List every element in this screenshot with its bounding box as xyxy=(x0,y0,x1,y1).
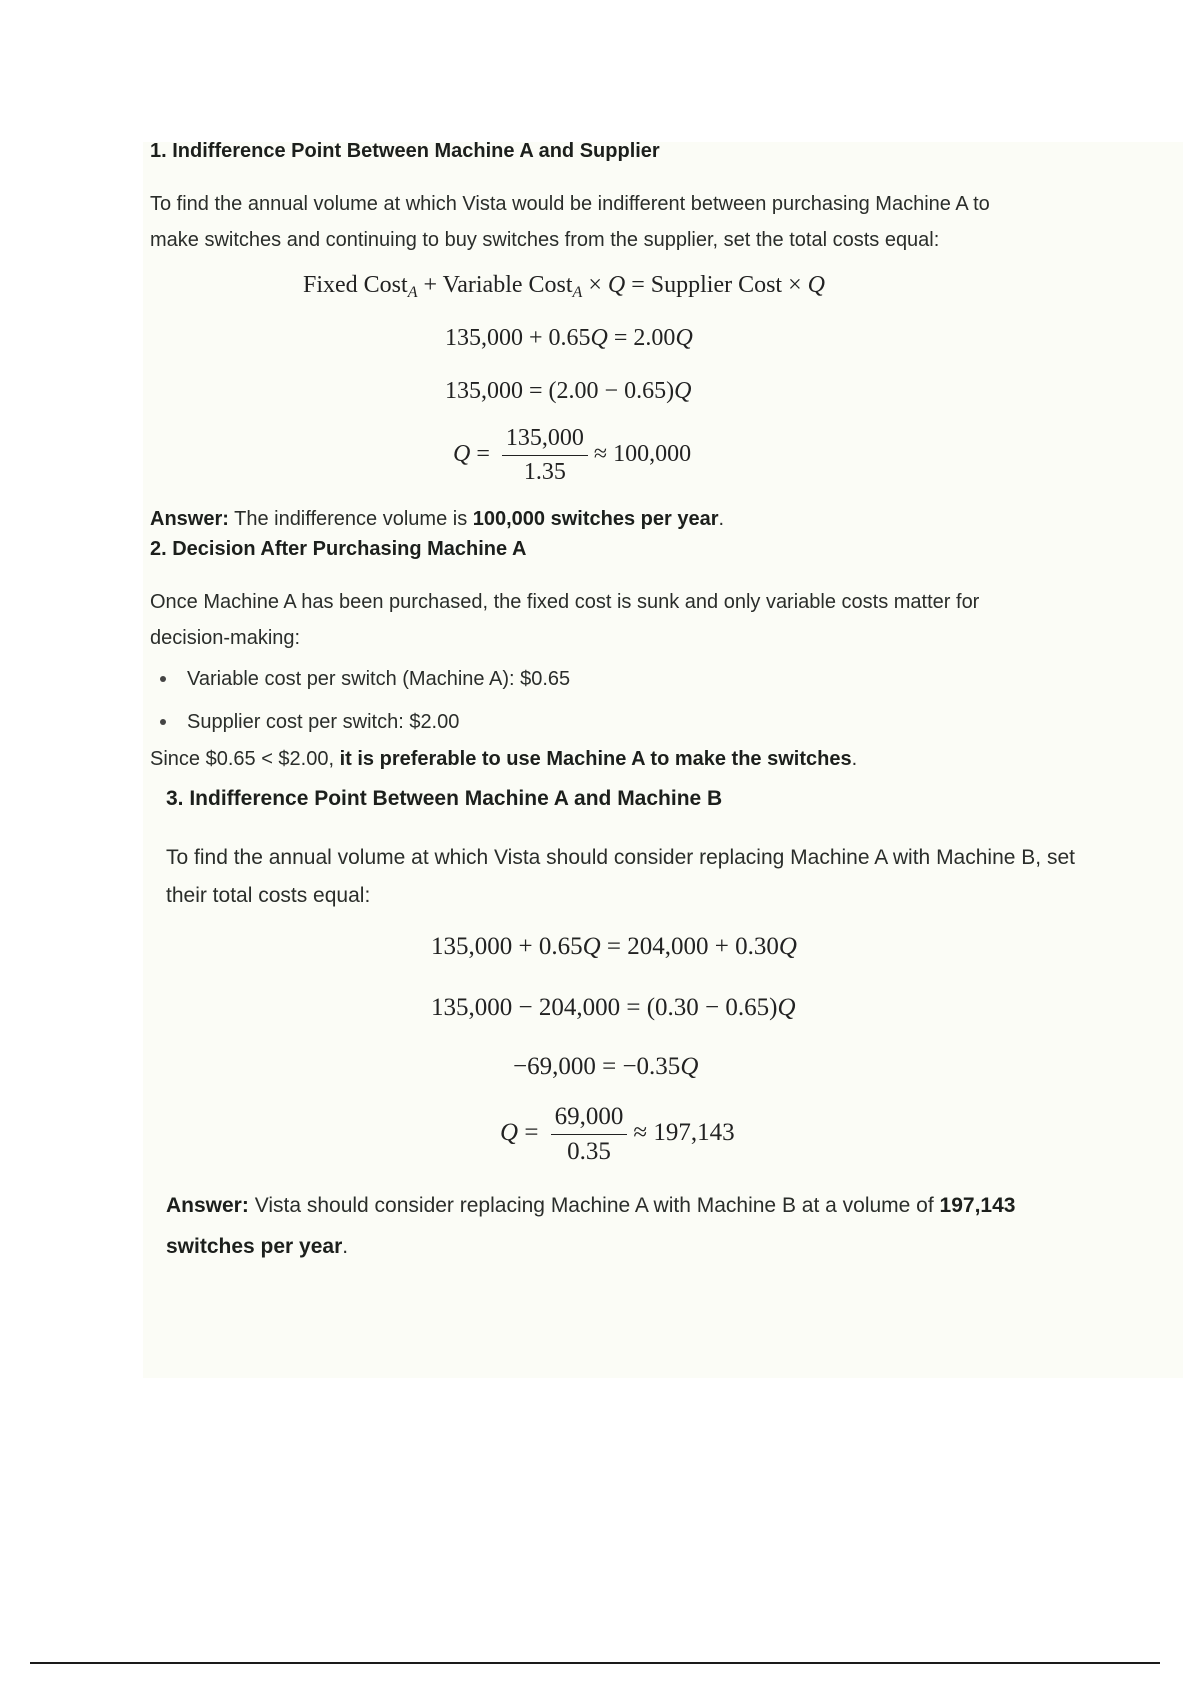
section-1-heading: 1. Indifference Point Between Machine A and Supplier xyxy=(150,140,660,162)
section-1-intro-line-1: To find the annual volume at which Vista would be indifferent between purchasing Machine A to xyxy=(150,193,990,215)
equation-3-3: −69,000 = −0.35Q xyxy=(513,1053,699,1080)
section-1-answer: Answer: The indifference volume is 100,000 switches per year. xyxy=(150,508,725,530)
equation-3-2: 135,000 − 204,000 = (0.30 − 0.65)Q xyxy=(431,994,796,1021)
section-3-intro-line-2: their total costs equal: xyxy=(166,884,371,907)
section-2-heading: 2. Decision After Purchasing Machine A xyxy=(150,538,527,560)
section-2-conclusion: Since $0.65 < $2.00, it is preferable to use Machine A to make the switches. xyxy=(150,748,858,770)
section-3-answer-line-2: switches per year. xyxy=(166,1235,349,1258)
equation-3-1: 135,000 + 0.65Q = 204,000 + 0.30Q xyxy=(431,933,797,960)
bullet-item: Variable cost per switch (Machine A): $0.65 xyxy=(187,668,571,690)
bullet-dot-icon xyxy=(160,719,166,725)
equation-3-4: Q = $\frac{69,000}{0.35}$ ≈ 197,143 xyxy=(500,1103,735,1165)
section-2-intro-line-2: decision-making: xyxy=(150,627,301,649)
section-2-intro-line-1: Once Machine A has been purchased, the fixed cost is sunk and only variable costs matter for xyxy=(150,591,980,613)
equation-1-1: Fixed Cost$_A$ + Variable Cost$_A$ × Q = Supplier Cost × Q xyxy=(303,272,825,301)
bullet-item: Supplier cost per switch: $2.00 xyxy=(187,711,460,733)
section-3-answer-line-1: Answer: Vista should consider replacing Machine A with Machine B at a volume of 197,143 xyxy=(166,1194,1016,1217)
equation-1-2: 135,000 + 0.65Q = 2.00Q xyxy=(445,325,693,351)
section-3-heading: 3. Indifference Point Between Machine A and Machine B xyxy=(166,787,723,810)
bullet-dot-icon xyxy=(160,676,166,682)
equation-1-4: Q = $\frac{135,000}{1.35}$ ≈ 100,000 xyxy=(453,425,692,485)
page-bottom-rule xyxy=(30,1662,1160,1664)
section-1-intro-line-2: make switches and continuing to buy switches from the supplier, set the total costs equal: xyxy=(150,229,940,251)
equation-1-3: 135,000 = (2.00 − 0.65)Q xyxy=(445,378,692,404)
section-3-intro-line-1: To find the annual volume at which Vista should consider replacing Machine A with Machine B, set xyxy=(166,846,1075,869)
